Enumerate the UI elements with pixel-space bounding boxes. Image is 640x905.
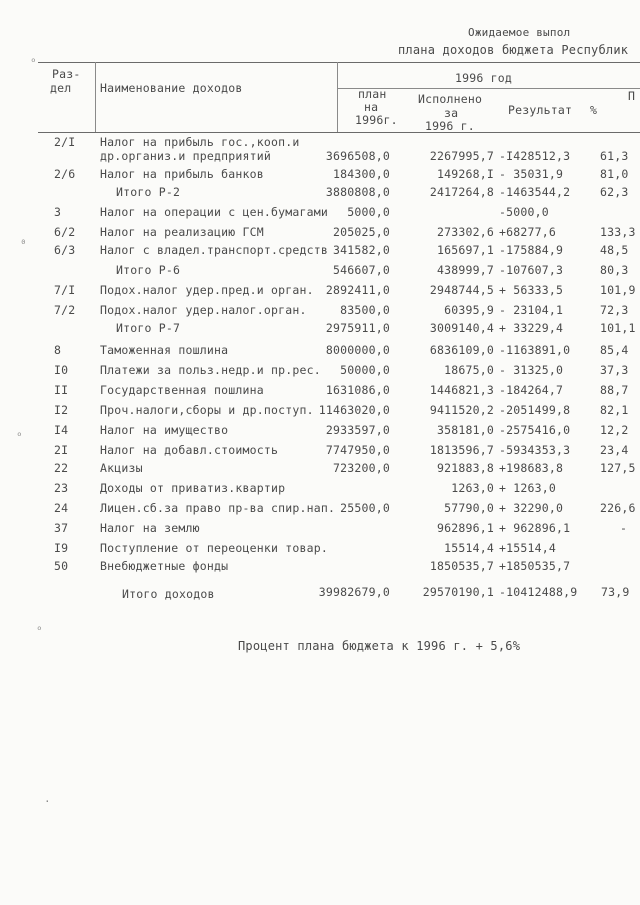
row-code: 6/3: [54, 243, 76, 257]
row-plan: 3696508,0: [325, 149, 390, 163]
row-plan: 5000,0: [347, 205, 390, 219]
row-exec: 921883,8: [437, 461, 494, 475]
row-name: Таможенная пошлина: [100, 343, 229, 357]
scan-mark: ₒ: [30, 52, 37, 65]
total-label: Итого доходов: [122, 587, 215, 601]
row-pct: 101,1: [600, 321, 636, 335]
row-result: -5000,0: [499, 205, 549, 219]
row-name: Налог на операции с цен.бумагами: [100, 205, 328, 219]
row-result: +68277,6: [499, 225, 556, 239]
row-plan: 8000000,0: [325, 343, 390, 357]
row-name: Внебюджетные фонды: [100, 559, 229, 573]
scan-mark: ₀: [20, 234, 27, 247]
row-result: - 31325,0: [499, 363, 564, 377]
row-result: + 33229,4: [499, 321, 564, 335]
row-result: -2575416,0: [499, 423, 571, 437]
row-result: + 32290,0: [499, 501, 564, 515]
col-section-l1: Раз-: [52, 67, 81, 81]
row-code: 2/6: [54, 167, 76, 181]
col-exec-l3: 1996 г.: [425, 119, 475, 133]
total-result: -10412488,9: [499, 585, 578, 599]
row-name: Доходы от приватиз.квартир: [100, 481, 286, 495]
row-plan: 50000,0: [340, 363, 390, 377]
col-name: Наименование доходов: [100, 81, 243, 95]
row-pct: 133,3: [600, 225, 636, 239]
row-plan: 11463020,0: [318, 403, 390, 417]
header-bottom-rule: [38, 132, 640, 133]
header-top-rule: [38, 62, 640, 63]
row-exec: 1850535,7: [429, 559, 494, 573]
row-exec: 2417264,8: [429, 185, 494, 199]
row-code: I0: [54, 363, 69, 377]
row-code: 24: [54, 501, 69, 515]
row-code: I2: [54, 403, 69, 417]
row-pct: 48,5: [600, 243, 629, 257]
row-exec: 1446821,3: [429, 383, 494, 397]
row-result: -5934353,3: [499, 443, 571, 457]
col-section-l2: дел: [50, 81, 72, 95]
scan-mark: ·: [44, 795, 51, 808]
total-exec: 29570190,1: [422, 585, 494, 599]
column-divider: [337, 62, 338, 132]
row-pct: 82,1: [600, 403, 629, 417]
row-exec: 962896,1: [437, 521, 494, 535]
row-name: др.организ.и предприятий: [100, 149, 271, 163]
row-name: Государственная пошлина: [100, 383, 264, 397]
scan-mark: ₒ: [16, 426, 23, 439]
row-exec: 149268,I: [437, 167, 494, 181]
row-result: -I428512,3: [499, 149, 571, 163]
row-name: Платежи за польз.недр.и пр.рес.: [100, 363, 321, 377]
row-code: 50: [54, 559, 69, 573]
footer-note: Процент плана бюджета к 1996 г. + 5,6%: [238, 639, 521, 653]
row-result: +198683,8: [499, 461, 564, 475]
row-exec: 273302,6: [437, 225, 494, 239]
row-plan: 83500,0: [340, 303, 390, 317]
row-name: Налог на прибыль гос.,кооп.и: [100, 135, 300, 149]
row-result: - 35031,9: [499, 167, 564, 181]
row-exec: 60395,9: [444, 303, 494, 317]
row-code: 3: [54, 205, 62, 219]
row-exec: 1813596,7: [429, 443, 494, 457]
header-subtitle: плана доходов бюджета Республик: [398, 43, 629, 57]
row-name: Налог на прибыль банков: [100, 167, 264, 181]
row-exec: 57790,0: [444, 501, 494, 515]
row-pct: 12,2: [600, 423, 629, 437]
row-name: Итого Р-2: [116, 185, 181, 199]
row-name: Налог на землю: [100, 521, 200, 535]
row-plan: 2933597,0: [325, 423, 390, 437]
row-pct: 62,3: [600, 185, 629, 199]
row-code: 7/2: [54, 303, 76, 317]
row-name: Налог с владел.транспорт.средств: [100, 243, 328, 257]
row-name: Подох.налог удер.налог.орган.: [100, 303, 307, 317]
row-pct: 226,6: [600, 501, 636, 515]
row-pct: 85,4: [600, 343, 629, 357]
row-exec: 3009140,4: [429, 321, 494, 335]
row-pct: 80,3: [600, 263, 629, 277]
row-code: 6/2: [54, 225, 76, 239]
row-exec: 165697,1: [437, 243, 494, 257]
row-name: Итого Р-7: [116, 321, 181, 335]
row-result: +15514,4: [499, 541, 556, 555]
total-plan: 39982679,0: [318, 585, 390, 599]
row-exec: 2267995,7: [429, 149, 494, 163]
row-result: +1850535,7: [499, 559, 571, 573]
row-plan: 546607,0: [333, 263, 390, 277]
column-divider: [95, 62, 96, 132]
row-result: + 56333,5: [499, 283, 564, 297]
row-result: -184264,7: [499, 383, 564, 397]
row-code: 37: [54, 521, 69, 535]
col-result: Результат: [508, 103, 573, 117]
row-exec: 15514,4: [444, 541, 494, 555]
row-result: -1463544,2: [499, 185, 571, 199]
row-plan: 1631086,0: [325, 383, 390, 397]
row-pct: -: [620, 521, 628, 535]
row-name: Акцизы: [100, 461, 143, 475]
row-pct: 127,5: [600, 461, 636, 475]
scan-mark: ₒ: [36, 620, 43, 633]
col-plan-l3: 1996г.: [355, 113, 398, 127]
row-pct: 61,3: [600, 149, 629, 163]
row-exec: 1263,0: [451, 481, 494, 495]
row-exec: 358181,0: [437, 423, 494, 437]
row-result: -175884,9: [499, 243, 564, 257]
col-plan-l1: план: [358, 87, 387, 101]
row-code: I4: [54, 423, 69, 437]
row-plan: 205025,0: [333, 225, 390, 239]
row-code: 2/I: [54, 135, 76, 149]
row-plan: 184300,0: [333, 167, 390, 181]
row-code: 2I: [54, 443, 69, 457]
row-plan: 2975911,0: [325, 321, 390, 335]
col-exec-l1: Исполнено: [418, 92, 483, 106]
row-pct: 88,7: [600, 383, 629, 397]
row-result: - 23104,1: [499, 303, 564, 317]
row-name: Налог на реализацию ГСМ: [100, 225, 264, 239]
row-exec: 6836109,0: [429, 343, 494, 357]
row-code: II: [54, 383, 69, 397]
col-exec-l2: за: [444, 106, 459, 120]
row-name: Проч.налоги,сборы и др.поступ.: [100, 403, 314, 417]
row-code: 22: [54, 461, 69, 475]
row-exec: 18675,0: [444, 363, 494, 377]
row-plan: 723200,0: [333, 461, 390, 475]
row-result: -2051499,8: [499, 403, 571, 417]
row-result: + 1263,0: [499, 481, 556, 495]
row-name: Налог на имущество: [100, 423, 229, 437]
row-exec: 9411520,2: [429, 403, 494, 417]
col-pct: %: [590, 103, 598, 117]
row-pct: 37,3: [600, 363, 629, 377]
row-code: 8: [54, 343, 62, 357]
row-plan: 341582,0: [333, 243, 390, 257]
row-pct: 72,3: [600, 303, 629, 317]
row-name: Подох.налог удер.пред.и орган.: [100, 283, 314, 297]
row-code: 23: [54, 481, 69, 495]
row-exec: 438999,7: [437, 263, 494, 277]
row-result: -1163891,0: [499, 343, 571, 357]
row-pct: 81,0: [600, 167, 629, 181]
row-exec: 2948744,5: [429, 283, 494, 297]
row-result: -107607,3: [499, 263, 564, 277]
row-plan: 3880808,0: [325, 185, 390, 199]
header-top-right: Ожидаемое выпол: [468, 26, 571, 39]
row-pct: 23,4: [600, 443, 629, 457]
row-name: Поступление от переоценки товар.: [100, 541, 328, 555]
row-pct: 101,9: [600, 283, 636, 297]
row-name: Налог на добавл.стоимость: [100, 443, 279, 457]
col-year: 1996 год: [455, 71, 512, 85]
row-plan: 7747950,0: [325, 443, 390, 457]
row-code: I9: [54, 541, 69, 555]
row-result: + 962896,1: [499, 521, 571, 535]
col-extra: П: [628, 89, 636, 103]
row-plan: 25500,0: [340, 501, 390, 515]
row-code: 7/I: [54, 283, 76, 297]
total-pct: 73,9: [601, 585, 630, 599]
row-name: Лицен.сб.за право пр-ва спир.нап.: [100, 501, 336, 515]
row-plan: 2892411,0: [325, 283, 390, 297]
row-name: Итого Р-6: [116, 263, 181, 277]
col-plan-l2: на: [364, 100, 379, 114]
